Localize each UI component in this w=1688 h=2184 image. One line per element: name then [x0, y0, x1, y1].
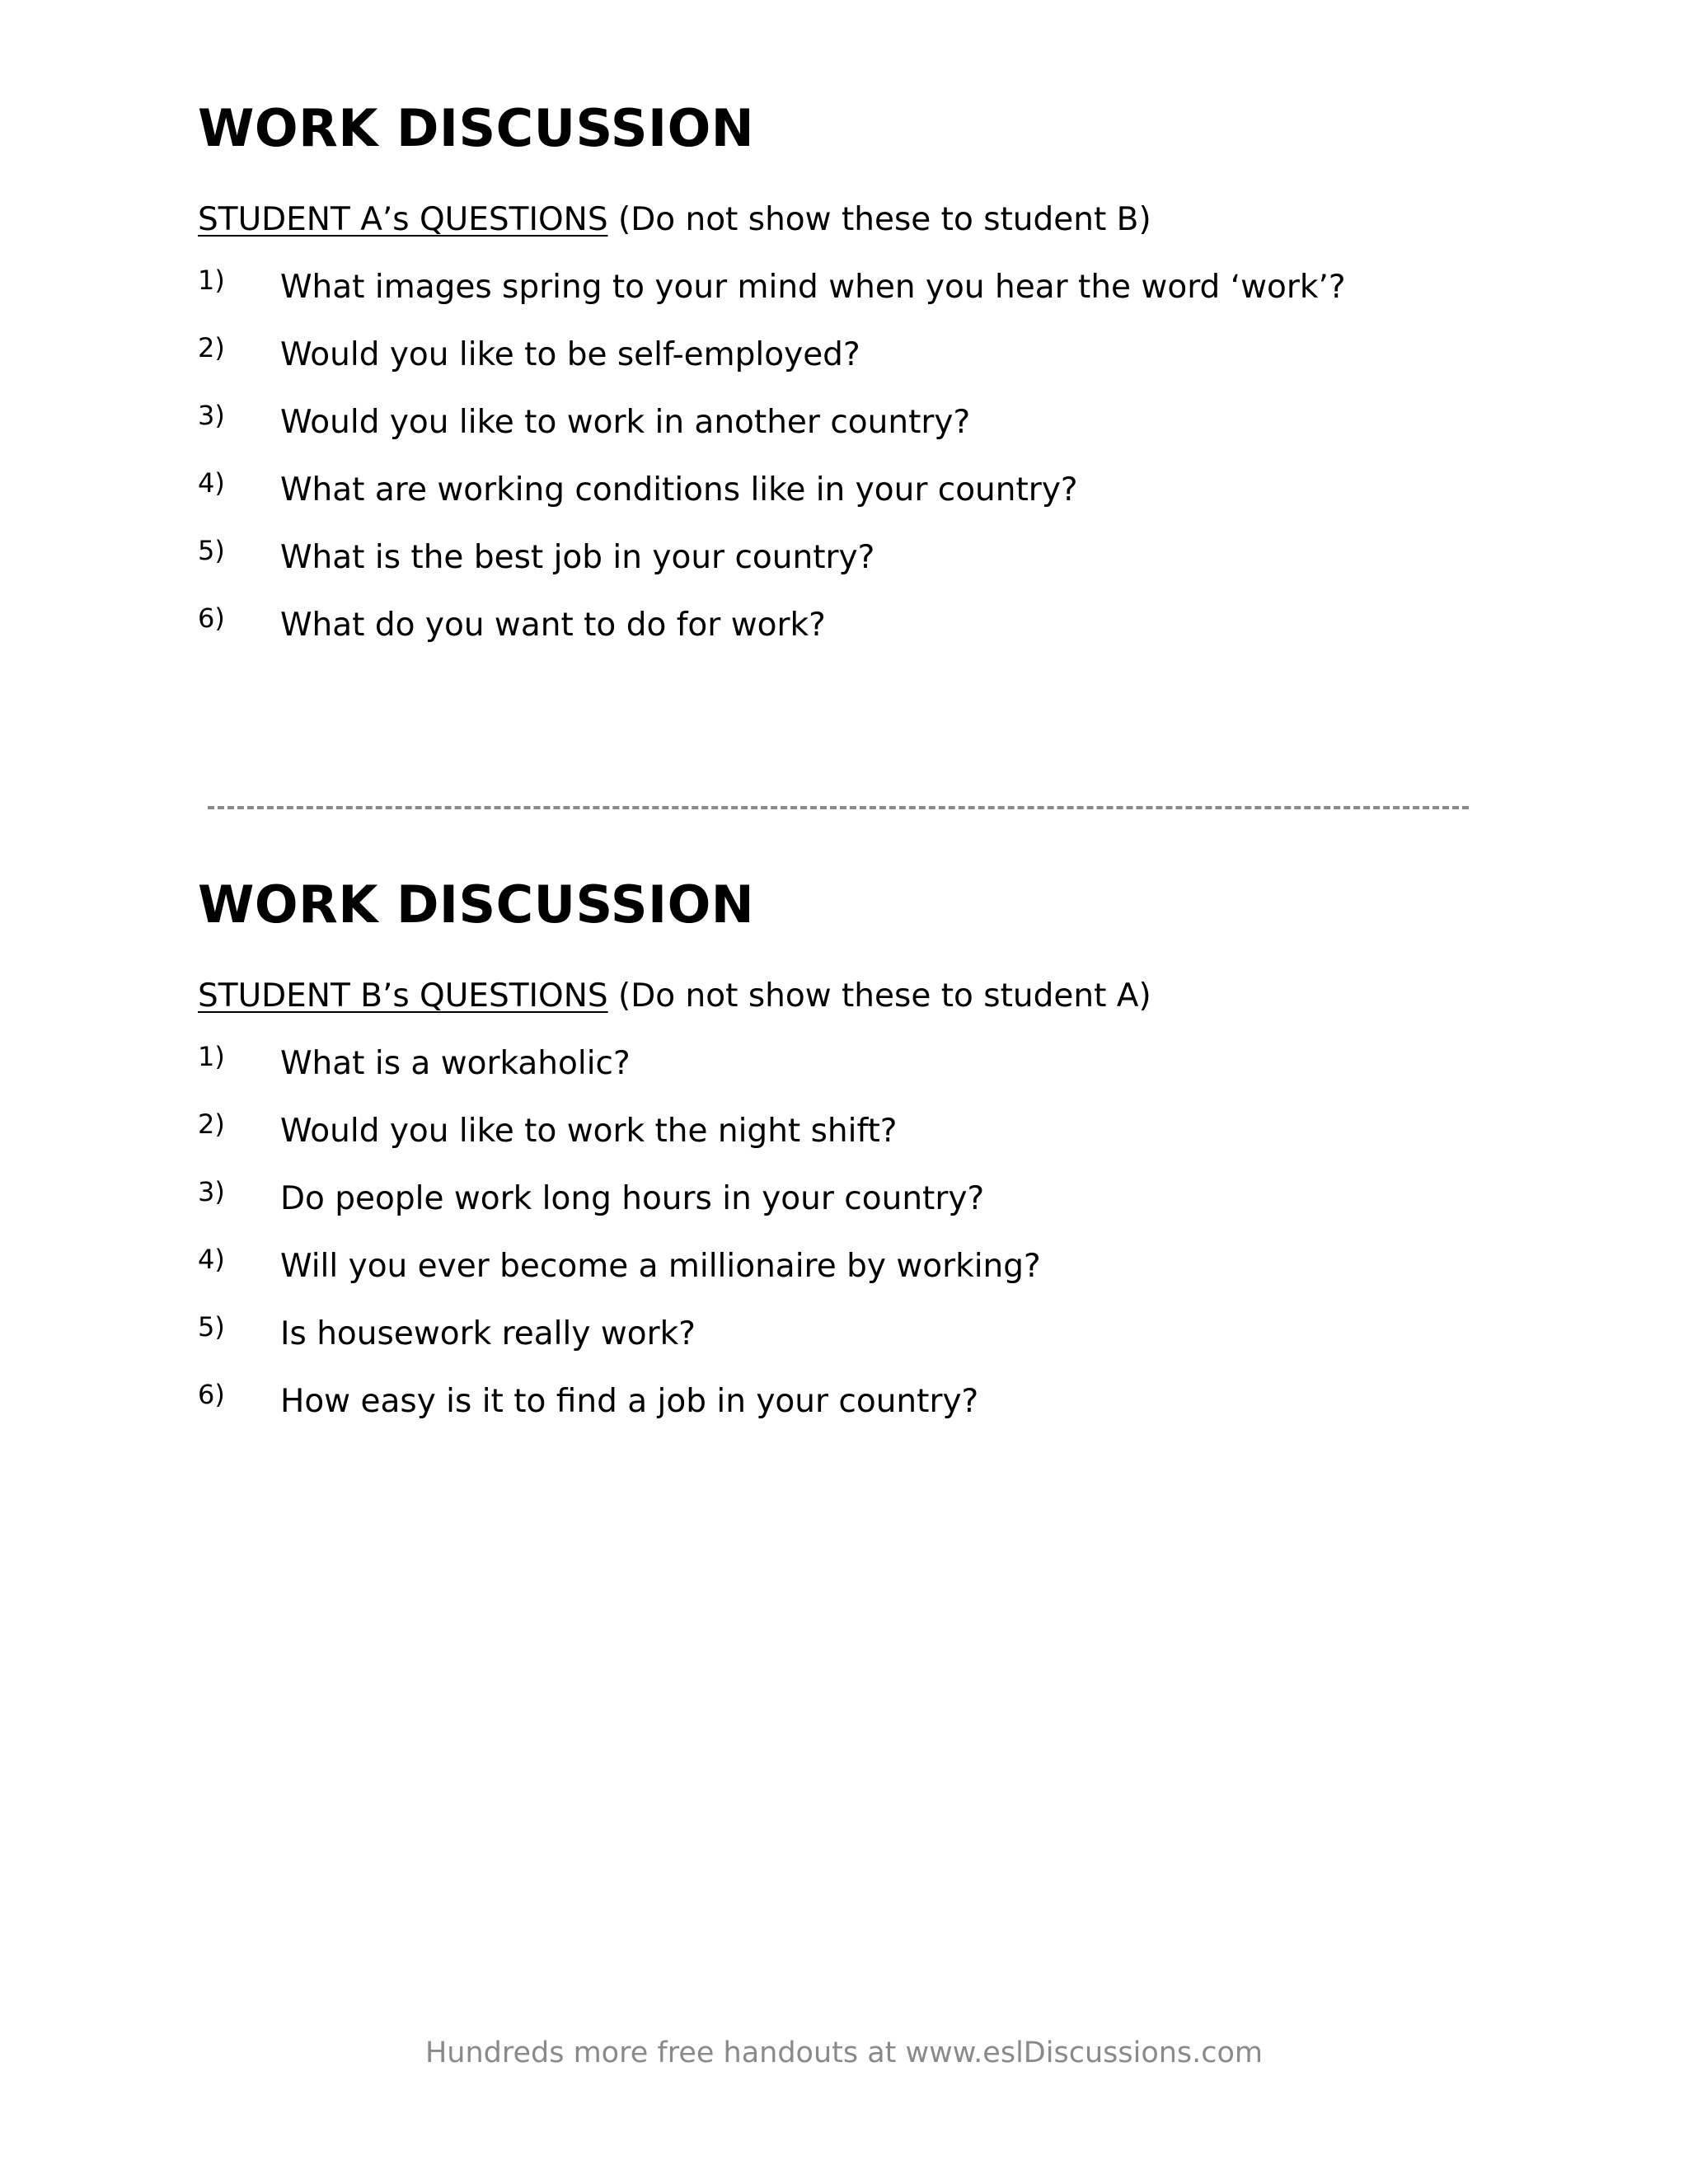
question-text: What is a workaholic? [280, 1045, 631, 1082]
question-text: What are working conditions like in your country? [280, 471, 1078, 509]
question-text: Do people work long hours in your country? [280, 1180, 985, 1217]
question-item [198, 332, 1517, 402]
question-list [198, 1043, 1517, 1449]
question-number: 2) [198, 332, 225, 363]
question-list [198, 267, 1517, 673]
question-text: Would you like to be self-employed? [280, 336, 860, 373]
question-text: Is housework really work? [280, 1315, 696, 1352]
student-b-section [198, 874, 1517, 1449]
section-heading [198, 976, 1517, 1017]
question-item [198, 1108, 1517, 1179]
question-number: 4) [198, 1244, 225, 1275]
question-item [198, 1311, 1517, 1381]
question-item [198, 267, 1517, 335]
student-b-label: STUDENT B’s QUESTIONS [198, 977, 608, 1015]
question-text: Would you like to work in another country? [280, 404, 971, 441]
cut-line-divider [208, 806, 1469, 809]
question-item [198, 602, 1517, 673]
question-number: 1) [198, 265, 225, 296]
question-number: 5) [198, 535, 225, 566]
question-number: 5) [198, 1311, 225, 1343]
question-number: 6) [198, 602, 225, 634]
question-item [198, 467, 1517, 537]
question-number: 1) [198, 1041, 225, 1072]
question-text: Will you ever become a millionaire by working? [280, 1248, 1041, 1285]
section-note: (Do not show these to student B) [607, 201, 1151, 238]
page-title: WORK DISCUSSION [198, 98, 755, 158]
question-item [198, 1246, 1517, 1314]
question-item [198, 1176, 1517, 1246]
footer-text: Hundreds more free handouts at www.eslDiscussions.com [424, 2036, 1264, 2069]
student-a-label: STUDENT A’s QUESTIONS [198, 201, 608, 238]
student-a-section [198, 97, 1517, 673]
question-text: How easy is it to find a job in your country? [280, 1383, 979, 1420]
question-number: 4) [198, 467, 225, 499]
question-text: Would you like to work the night shift? [280, 1113, 898, 1150]
section-note: (Do not show these to student A) [607, 977, 1151, 1015]
question-number: 3) [198, 400, 225, 431]
question-number: 6) [198, 1379, 225, 1410]
section-heading [198, 199, 1517, 241]
question-item [198, 1043, 1517, 1111]
question-item [198, 402, 1517, 470]
question-item [198, 1381, 1517, 1449]
question-number: 3) [198, 1176, 225, 1207]
question-text: What do you want to do for work? [280, 607, 826, 644]
question-item [198, 537, 1517, 605]
question-number: 2) [198, 1108, 225, 1140]
question-text: What is the best job in your country? [280, 539, 875, 576]
question-text: What images spring to your mind when you hear the word ‘work’? [280, 269, 1346, 306]
page-title: WORK DISCUSSION [198, 874, 755, 935]
